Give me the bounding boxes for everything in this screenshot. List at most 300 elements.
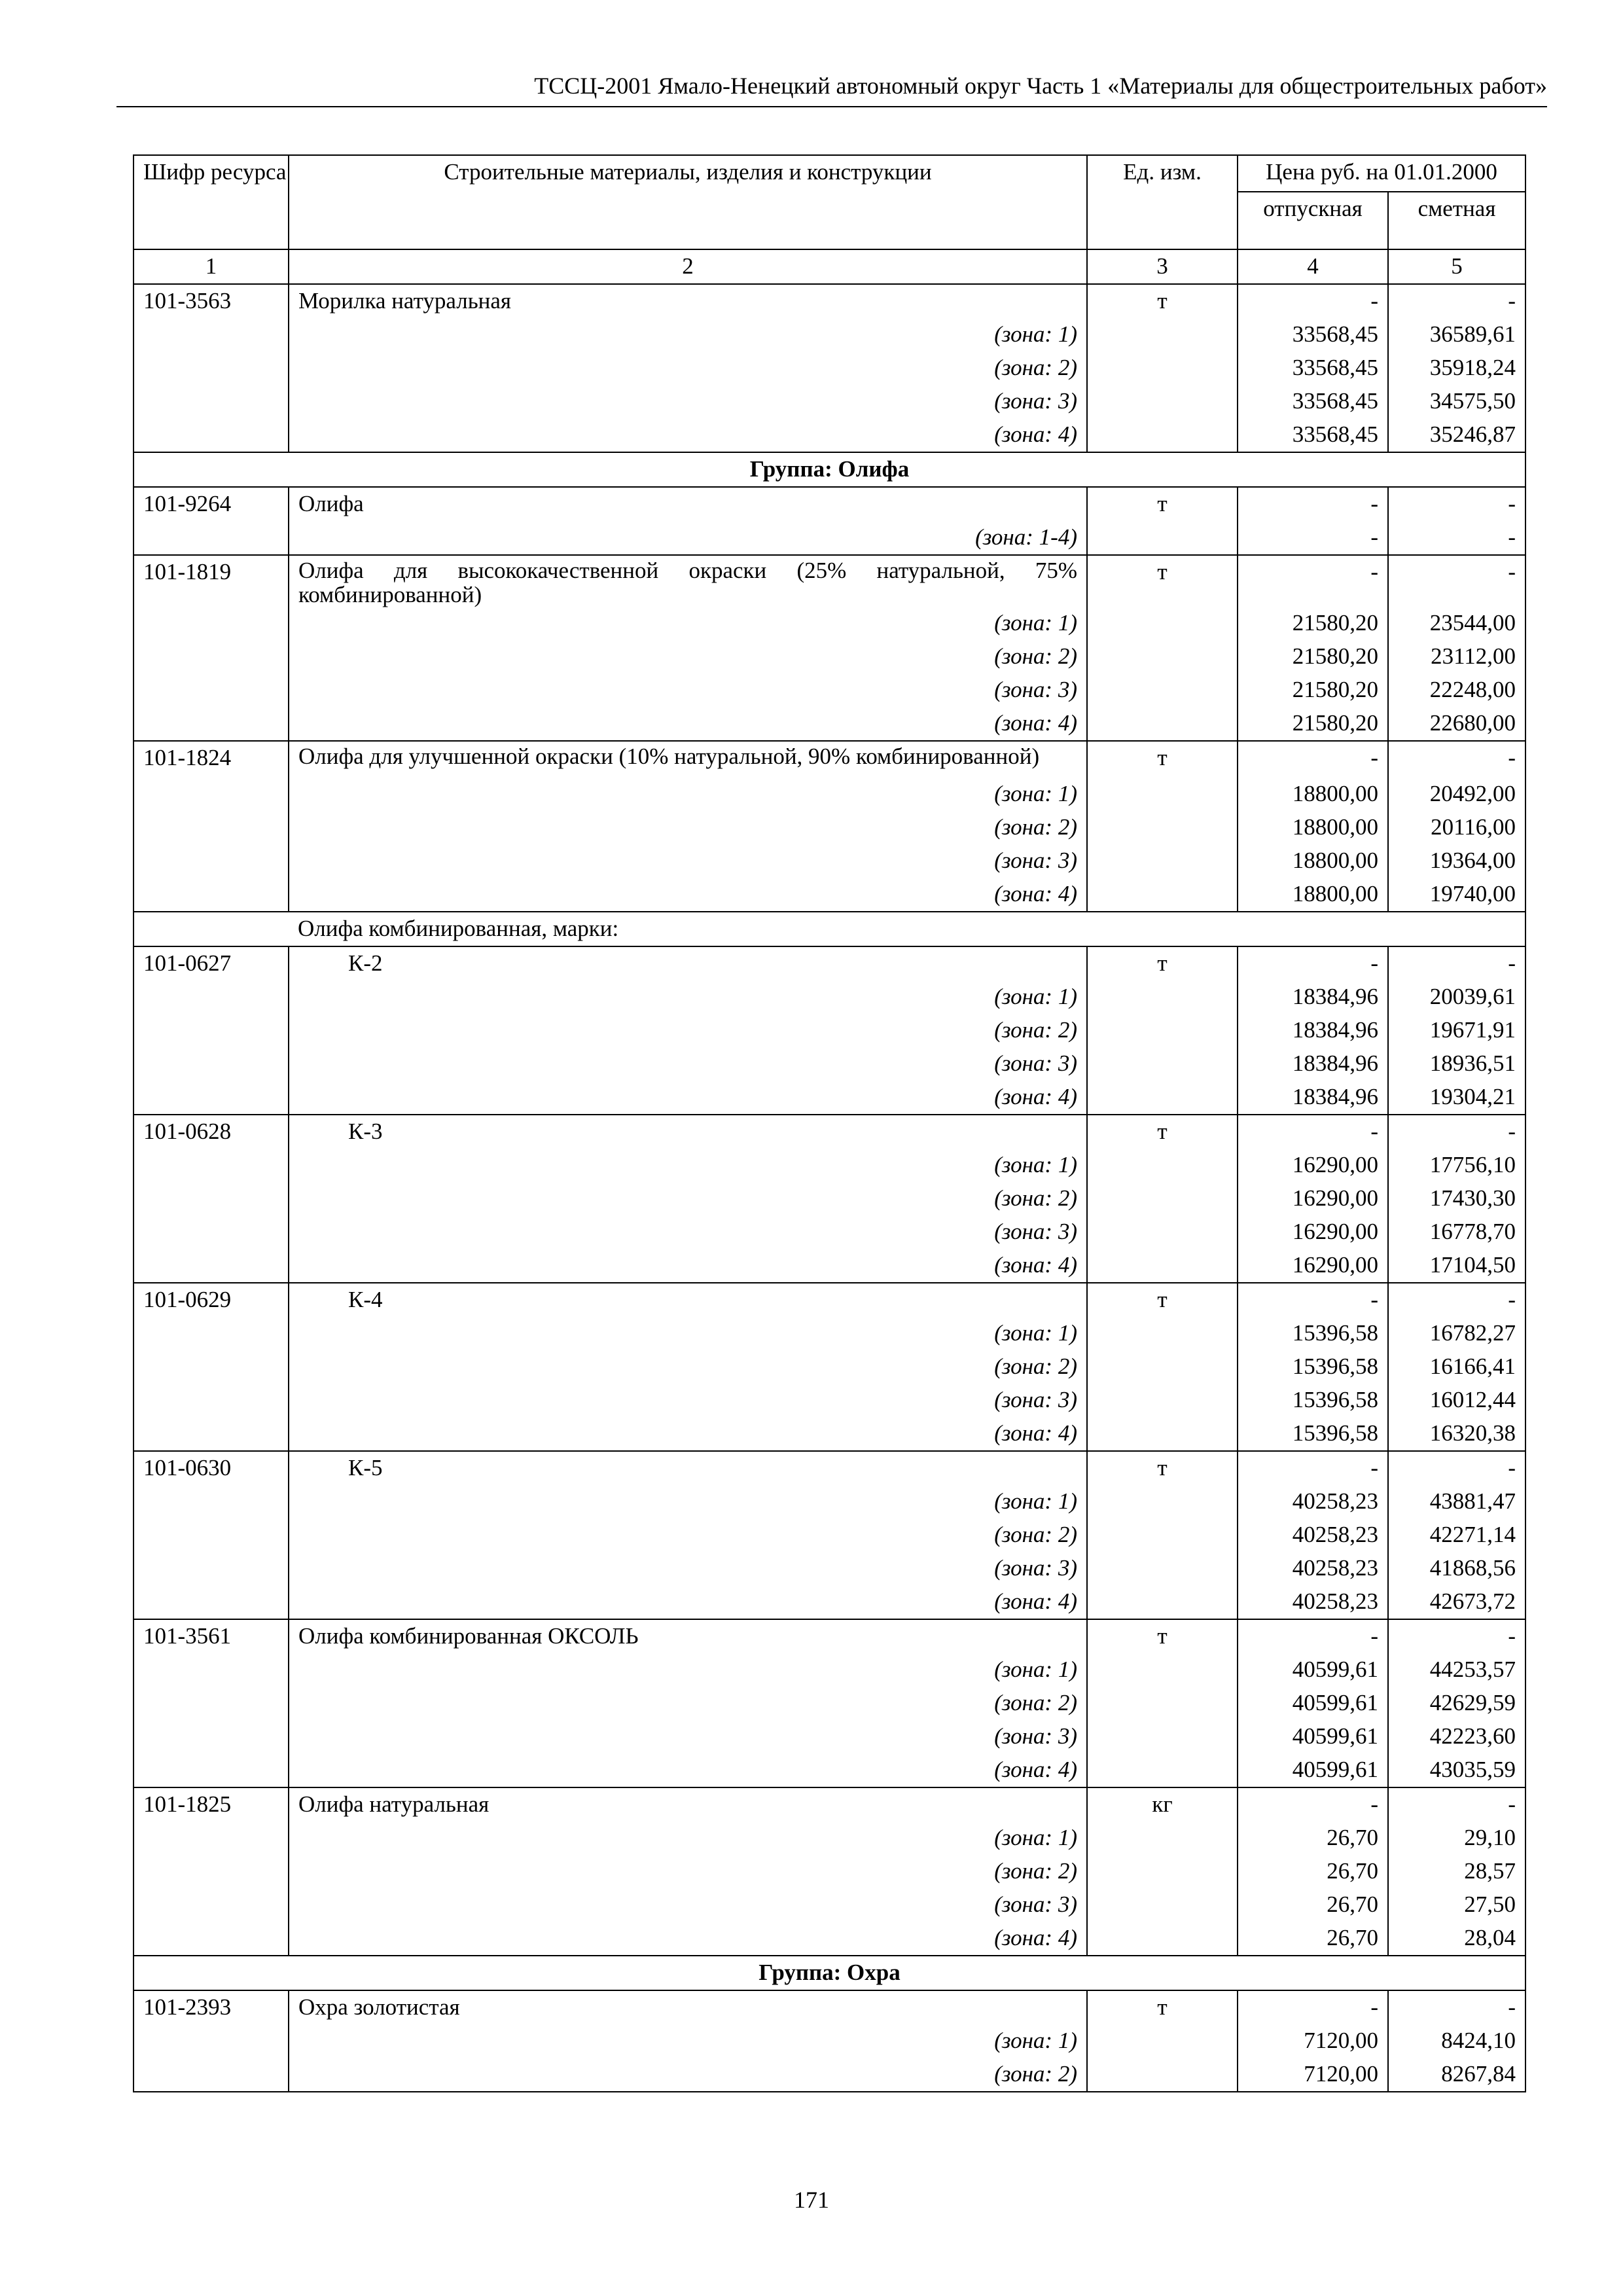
zone-label: (зона: 2)	[289, 351, 1087, 385]
empty-unit-cell	[1087, 878, 1238, 912]
column-number: 5	[1388, 249, 1525, 284]
price-release: 33568,45	[1238, 385, 1388, 418]
empty-code-cell	[134, 707, 289, 741]
empty-code-cell	[134, 1249, 289, 1283]
price-release: -	[1238, 487, 1388, 521]
empty-unit-cell	[1087, 640, 1238, 673]
price-estimate: 29,10	[1388, 1821, 1525, 1855]
price-release: 33568,45	[1238, 318, 1388, 351]
price-estimate: 8267,84	[1388, 2058, 1525, 2092]
price-estimate: 19740,00	[1388, 878, 1525, 912]
material-name: Морилка натуральная	[289, 284, 1087, 318]
price-estimate: 20492,00	[1388, 778, 1525, 811]
zone-row	[134, 1215, 1525, 1249]
zone-row	[134, 1350, 1525, 1384]
empty-code-cell	[134, 1687, 289, 1720]
zone-label: (зона: 4)	[289, 1249, 1087, 1283]
zone-row	[134, 1317, 1525, 1350]
empty-unit-cell	[1087, 2024, 1238, 2058]
price-estimate: 42271,14	[1388, 1518, 1525, 1552]
price-release: 16290,00	[1238, 1149, 1388, 1182]
zone-label: (зона: 1)	[289, 2024, 1087, 2058]
zone-label: (зона: 2)	[289, 1014, 1087, 1047]
empty-unit-cell	[1087, 707, 1238, 741]
empty-unit-cell	[1087, 1182, 1238, 1215]
zone-row	[134, 1888, 1525, 1922]
price-estimate: 20039,61	[1388, 980, 1525, 1014]
empty-code-cell	[134, 318, 289, 351]
price-estimate: -	[1388, 284, 1525, 318]
zone-label: (зона: 2)	[289, 2058, 1087, 2092]
subheading-text: Олифа комбинированная, марки:	[289, 912, 1525, 946]
zone-row	[134, 418, 1525, 452]
zone-row	[134, 607, 1525, 640]
zone-row	[134, 1047, 1525, 1081]
price-release: 21580,20	[1238, 707, 1388, 741]
price-estimate: 19304,21	[1388, 1081, 1525, 1115]
zone-row	[134, 2058, 1525, 2092]
price-estimate: 42673,72	[1388, 1585, 1525, 1619]
table-row	[134, 1283, 1525, 1317]
header-name: Строительные материалы, изделия и конструкции	[289, 155, 1087, 249]
price-estimate: -	[1388, 1619, 1525, 1653]
header-price-group: Цена руб. на 01.01.2000	[1238, 155, 1525, 192]
zone-row	[134, 1014, 1525, 1047]
price-release: -	[1238, 1619, 1388, 1653]
material-name: Олифа натуральная	[289, 1787, 1087, 1821]
header-code: Шифр ресурса	[134, 155, 289, 249]
zone-label: (зона: 2)	[289, 1855, 1087, 1888]
empty-code-cell	[134, 1149, 289, 1182]
price-estimate: -	[1388, 521, 1525, 555]
zone-label: (зона: 4)	[289, 878, 1087, 912]
zone-row	[134, 1653, 1525, 1687]
price-release: 7120,00	[1238, 2058, 1388, 2092]
empty-code-cell	[134, 1485, 289, 1518]
price-release: 26,70	[1238, 1888, 1388, 1922]
price-estimate: 42223,60	[1388, 1720, 1525, 1753]
zone-label: (зона: 2)	[289, 811, 1087, 844]
table-row	[134, 741, 1525, 778]
subheading-row	[134, 912, 1525, 946]
price-estimate: 42629,59	[1388, 1687, 1525, 1720]
zone-row	[134, 1485, 1525, 1518]
empty-code-cell	[134, 1182, 289, 1215]
header-unit: Ед. изм.	[1087, 155, 1238, 249]
table-row	[134, 1990, 1525, 2024]
price-release: 18384,96	[1238, 1047, 1388, 1081]
empty-code-cell	[134, 673, 289, 707]
unit-cell: т	[1087, 1451, 1238, 1485]
price-release: 16290,00	[1238, 1182, 1388, 1215]
price-estimate: 16782,27	[1388, 1317, 1525, 1350]
empty-code-cell	[134, 1215, 289, 1249]
column-number: 3	[1087, 249, 1238, 284]
price-estimate: -	[1388, 1451, 1525, 1485]
empty-code-cell	[134, 418, 289, 452]
empty-code-cell	[134, 521, 289, 555]
group-heading: Группа: Олифа	[134, 452, 1525, 487]
empty-unit-cell	[1087, 1687, 1238, 1720]
price-release: 40258,23	[1238, 1485, 1388, 1518]
price-release: 18384,96	[1238, 1081, 1388, 1115]
zone-row	[134, 844, 1525, 878]
zone-label: (зона: 1)	[289, 1653, 1087, 1687]
empty-code-cell	[134, 1653, 289, 1687]
price-release: -	[1238, 741, 1388, 778]
empty-unit-cell	[1087, 2058, 1238, 2092]
price-release: -	[1238, 521, 1388, 555]
price-estimate: 16320,38	[1388, 1417, 1525, 1451]
unit-cell: т	[1087, 1283, 1238, 1317]
price-estimate: 16166,41	[1388, 1350, 1525, 1384]
material-name: Олифа комбинированная ОКСОЛЬ	[289, 1619, 1087, 1653]
price-estimate: 41868,56	[1388, 1552, 1525, 1585]
resource-code: 101-3563	[134, 284, 289, 318]
zone-row	[134, 351, 1525, 385]
price-release: -	[1238, 1115, 1388, 1149]
header-price-estimate: сметная	[1388, 192, 1525, 249]
price-release: -	[1238, 555, 1388, 607]
empty-unit-cell	[1087, 1821, 1238, 1855]
zone-row	[134, 318, 1525, 351]
price-table	[133, 154, 1526, 2092]
price-estimate: 20116,00	[1388, 811, 1525, 844]
resource-code: 101-1824	[134, 741, 289, 778]
price-release: 16290,00	[1238, 1249, 1388, 1283]
zone-label: (зона: 4)	[289, 707, 1087, 741]
empty-unit-cell	[1087, 1653, 1238, 1687]
resource-code: 101-9264	[134, 487, 289, 521]
price-estimate: 35918,24	[1388, 351, 1525, 385]
table-body	[134, 284, 1525, 2092]
zone-row	[134, 1922, 1525, 1956]
table-row	[134, 487, 1525, 521]
material-name: Охра золотистая	[289, 1990, 1087, 2024]
price-release: -	[1238, 1451, 1388, 1485]
price-release: 33568,45	[1238, 351, 1388, 385]
zone-label: (зона: 3)	[289, 1888, 1087, 1922]
price-release: 40258,23	[1238, 1518, 1388, 1552]
zone-row	[134, 778, 1525, 811]
zone-label: (зона: 4)	[289, 1081, 1087, 1115]
price-estimate: -	[1388, 555, 1525, 607]
empty-unit-cell	[1087, 1149, 1238, 1182]
material-name: Олифа	[289, 487, 1087, 521]
price-estimate: 23112,00	[1388, 640, 1525, 673]
price-estimate: 27,50	[1388, 1888, 1525, 1922]
zone-row	[134, 1417, 1525, 1451]
material-name: К-3	[289, 1115, 1087, 1149]
zone-label: (зона: 2)	[289, 1350, 1087, 1384]
price-estimate: -	[1388, 946, 1525, 980]
zone-label: (зона: 1)	[289, 1821, 1087, 1855]
empty-unit-cell	[1087, 811, 1238, 844]
empty-unit-cell	[1087, 1014, 1238, 1047]
empty-unit-cell	[1087, 1384, 1238, 1417]
empty-code-cell	[134, 607, 289, 640]
empty-unit-cell	[1087, 318, 1238, 351]
price-release: 40599,61	[1238, 1720, 1388, 1753]
empty-code-cell	[134, 1518, 289, 1552]
price-release: 16290,00	[1238, 1215, 1388, 1249]
empty-unit-cell	[1087, 1888, 1238, 1922]
price-estimate: -	[1388, 1115, 1525, 1149]
zone-row	[134, 1720, 1525, 1753]
resource-code: 101-0629	[134, 1283, 289, 1317]
empty-unit-cell	[1087, 521, 1238, 555]
empty-unit-cell	[1087, 385, 1238, 418]
price-release: 40599,61	[1238, 1653, 1388, 1687]
price-release: 26,70	[1238, 1821, 1388, 1855]
price-release: -	[1238, 284, 1388, 318]
column-number: 4	[1238, 249, 1388, 284]
empty-code-cell	[134, 1855, 289, 1888]
zone-label: (зона: 1-4)	[289, 521, 1087, 555]
column-number: 1	[134, 249, 289, 284]
price-estimate: 28,57	[1388, 1855, 1525, 1888]
zone-label: (зона: 1)	[289, 778, 1087, 811]
price-release: 21580,20	[1238, 640, 1388, 673]
subheading-code-cell	[134, 912, 289, 946]
empty-unit-cell	[1087, 980, 1238, 1014]
price-release: 40599,61	[1238, 1753, 1388, 1787]
price-estimate: 8424,10	[1388, 2024, 1525, 2058]
price-estimate: 22248,00	[1388, 673, 1525, 707]
resource-code: 101-0628	[134, 1115, 289, 1149]
zone-label: (зона: 4)	[289, 418, 1087, 452]
table-row	[134, 946, 1525, 980]
zone-label: (зона: 1)	[289, 1149, 1087, 1182]
page-number: 171	[794, 2187, 829, 2213]
zone-label: (зона: 3)	[289, 385, 1087, 418]
table-row	[134, 1451, 1525, 1485]
zone-label: (зона: 3)	[289, 1552, 1087, 1585]
zone-row	[134, 1518, 1525, 1552]
price-release: 26,70	[1238, 1855, 1388, 1888]
unit-cell: т	[1087, 487, 1238, 521]
empty-unit-cell	[1087, 1249, 1238, 1283]
price-release: 40258,23	[1238, 1552, 1388, 1585]
empty-unit-cell	[1087, 1518, 1238, 1552]
empty-code-cell	[134, 385, 289, 418]
zone-label: (зона: 3)	[289, 1720, 1087, 1753]
unit-cell: т	[1087, 741, 1238, 778]
zone-label: (зона: 3)	[289, 1384, 1087, 1417]
empty-unit-cell	[1087, 1922, 1238, 1956]
price-estimate: 19364,00	[1388, 844, 1525, 878]
zone-row	[134, 1552, 1525, 1585]
price-estimate: -	[1388, 741, 1525, 778]
zone-label: (зона: 1)	[289, 1317, 1087, 1350]
column-numbers-row	[134, 249, 1525, 284]
empty-unit-cell	[1087, 673, 1238, 707]
price-estimate: 43035,59	[1388, 1753, 1525, 1787]
price-release: 18800,00	[1238, 878, 1388, 912]
resource-code: 101-3561	[134, 1619, 289, 1653]
price-estimate: 23544,00	[1388, 607, 1525, 640]
price-release: -	[1238, 1990, 1388, 2024]
table-row	[134, 555, 1525, 607]
zone-label: (зона: 1)	[289, 607, 1087, 640]
empty-unit-cell	[1087, 1485, 1238, 1518]
price-estimate: 44253,57	[1388, 1653, 1525, 1687]
material-name: Олифа для улучшенной окраски (10% натуральной, 90% комбинированной)	[289, 741, 1087, 778]
zone-label: (зона: 1)	[289, 318, 1087, 351]
price-release: -	[1238, 1787, 1388, 1821]
zone-label: (зона: 4)	[289, 1753, 1087, 1787]
resource-code: 101-1825	[134, 1787, 289, 1821]
price-estimate: -	[1388, 1787, 1525, 1821]
price-estimate: 28,04	[1388, 1922, 1525, 1956]
material-name: К-2	[289, 946, 1087, 980]
zone-label: (зона: 3)	[289, 1215, 1087, 1249]
price-release: 40258,23	[1238, 1585, 1388, 1619]
zone-row	[134, 811, 1525, 844]
empty-unit-cell	[1087, 607, 1238, 640]
zone-row	[134, 1585, 1525, 1619]
price-release: 15396,58	[1238, 1417, 1388, 1451]
unit-cell: т	[1087, 555, 1238, 607]
zone-row	[134, 1081, 1525, 1115]
price-estimate: -	[1388, 487, 1525, 521]
empty-unit-cell	[1087, 1417, 1238, 1451]
unit-cell: т	[1087, 1115, 1238, 1149]
empty-code-cell	[134, 778, 289, 811]
group-heading: Группа: Охра	[134, 1956, 1525, 1990]
empty-code-cell	[134, 1014, 289, 1047]
price-release: 21580,20	[1238, 607, 1388, 640]
table-row	[134, 1787, 1525, 1821]
zone-row	[134, 1149, 1525, 1182]
table-row	[134, 1619, 1525, 1653]
empty-unit-cell	[1087, 844, 1238, 878]
zone-label: (зона: 1)	[289, 980, 1087, 1014]
unit-cell: т	[1087, 1619, 1238, 1653]
table-header	[134, 155, 1525, 284]
price-estimate: 36589,61	[1388, 318, 1525, 351]
price-estimate: -	[1388, 1990, 1525, 2024]
material-name: К-5	[289, 1451, 1087, 1485]
zone-label: (зона: 3)	[289, 1047, 1087, 1081]
zone-label: (зона: 3)	[289, 673, 1087, 707]
zone-row	[134, 980, 1525, 1014]
empty-code-cell	[134, 1585, 289, 1619]
empty-code-cell	[134, 1888, 289, 1922]
empty-code-cell	[134, 844, 289, 878]
group-heading-row	[134, 1956, 1525, 1990]
unit-cell: кг	[1087, 1787, 1238, 1821]
price-release: -	[1238, 946, 1388, 980]
price-estimate: 34575,50	[1388, 385, 1525, 418]
zone-label: (зона: 2)	[289, 1687, 1087, 1720]
empty-unit-cell	[1087, 1047, 1238, 1081]
zone-label: (зона: 2)	[289, 640, 1087, 673]
price-release: 18384,96	[1238, 980, 1388, 1014]
empty-code-cell	[134, 1821, 289, 1855]
empty-unit-cell	[1087, 418, 1238, 452]
empty-code-cell	[134, 1417, 289, 1451]
zone-row	[134, 1855, 1525, 1888]
price-estimate: 16778,70	[1388, 1215, 1525, 1249]
unit-cell: т	[1087, 946, 1238, 980]
price-estimate: 43881,47	[1388, 1485, 1525, 1518]
zone-row	[134, 1249, 1525, 1283]
zone-row	[134, 2024, 1525, 2058]
resource-code: 101-0630	[134, 1451, 289, 1485]
empty-unit-cell	[1087, 778, 1238, 811]
group-heading-row	[134, 452, 1525, 487]
empty-code-cell	[134, 1317, 289, 1350]
empty-unit-cell	[1087, 1215, 1238, 1249]
empty-unit-cell	[1087, 1081, 1238, 1115]
price-release: 33568,45	[1238, 418, 1388, 452]
price-estimate: 17430,30	[1388, 1182, 1525, 1215]
price-estimate: -	[1388, 1283, 1525, 1317]
resource-code: 101-0627	[134, 946, 289, 980]
empty-code-cell	[134, 980, 289, 1014]
empty-unit-cell	[1087, 1720, 1238, 1753]
running-head: ТССЦ-2001 Ямало-Ненецкий автономный округ Часть 1 «Материалы для общестроительных работ»	[116, 71, 1547, 107]
empty-unit-cell	[1087, 1317, 1238, 1350]
table-row	[134, 284, 1525, 318]
empty-code-cell	[134, 1922, 289, 1956]
empty-code-cell	[134, 811, 289, 844]
price-release: 18384,96	[1238, 1014, 1388, 1047]
price-release: 26,70	[1238, 1922, 1388, 1956]
empty-unit-cell	[1087, 1552, 1238, 1585]
price-release: 18800,00	[1238, 844, 1388, 878]
price-estimate: 19671,91	[1388, 1014, 1525, 1047]
price-release: 18800,00	[1238, 778, 1388, 811]
material-name: К-4	[289, 1283, 1087, 1317]
price-release: 21580,20	[1238, 673, 1388, 707]
empty-code-cell	[134, 878, 289, 912]
empty-code-cell	[134, 351, 289, 385]
zone-label: (зона: 3)	[289, 844, 1087, 878]
zone-label: (зона: 4)	[289, 1922, 1087, 1956]
price-release: 15396,58	[1238, 1317, 1388, 1350]
price-estimate: 18936,51	[1388, 1047, 1525, 1081]
empty-code-cell	[134, 1350, 289, 1384]
zone-row	[134, 673, 1525, 707]
resource-code: 101-2393	[134, 1990, 289, 2024]
resource-code: 101-1819	[134, 555, 289, 607]
price-release: 18800,00	[1238, 811, 1388, 844]
table-row	[134, 1115, 1525, 1149]
empty-code-cell	[134, 1753, 289, 1787]
empty-code-cell	[134, 1552, 289, 1585]
empty-code-cell	[134, 640, 289, 673]
empty-code-cell	[134, 1047, 289, 1081]
zone-row	[134, 1687, 1525, 1720]
unit-cell: т	[1087, 284, 1238, 318]
zone-row	[134, 878, 1525, 912]
empty-unit-cell	[1087, 351, 1238, 385]
material-name: Олифа для высококачественной окраски (25% натуральной, 75% комбинированной)	[289, 555, 1087, 607]
zone-row	[134, 1821, 1525, 1855]
header-price-release: отпускная	[1238, 192, 1388, 249]
zone-row	[134, 1753, 1525, 1787]
zone-row	[134, 1182, 1525, 1215]
price-release: 7120,00	[1238, 2024, 1388, 2058]
zone-label: (зона: 4)	[289, 1417, 1087, 1451]
empty-code-cell	[134, 2024, 289, 2058]
empty-code-cell	[134, 1720, 289, 1753]
zone-row	[134, 707, 1525, 741]
price-estimate: 17104,50	[1388, 1249, 1525, 1283]
zone-row	[134, 1384, 1525, 1417]
